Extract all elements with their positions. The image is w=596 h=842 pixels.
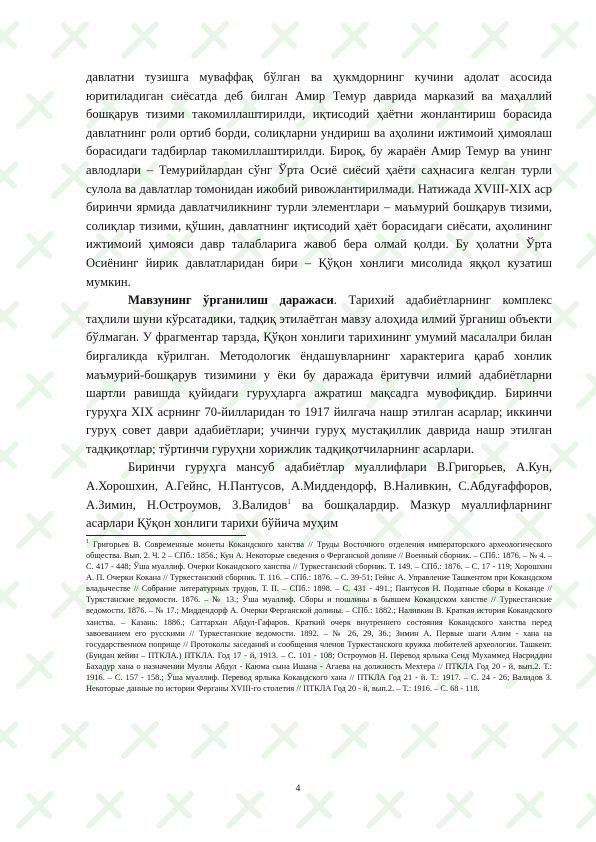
watermark-mark-58 <box>579 374 596 406</box>
watermark-mark-1 <box>54 24 86 56</box>
watermark-mark-81 <box>54 584 86 616</box>
watermark-mark-6 <box>404 24 436 56</box>
watermark-mark-60 <box>0 444 16 476</box>
watermark-mark-100 <box>0 724 16 756</box>
watermark-mark-4 <box>264 24 296 56</box>
watermark-mark-18 <box>579 94 596 126</box>
watermark-mark-113 <box>229 794 261 826</box>
watermark-mark-21 <box>54 164 86 196</box>
paragraph-2 <box>86 291 552 458</box>
watermark-mark-103 <box>194 724 226 756</box>
watermark-mark-30 <box>19 234 51 266</box>
watermark-mark-117 <box>509 794 541 826</box>
body-text <box>86 68 552 533</box>
paragraph-1 <box>86 68 552 291</box>
page-content <box>86 68 552 694</box>
watermark-mark-70 <box>19 514 51 546</box>
page-number: 4 <box>295 784 301 794</box>
watermark-mark-102 <box>124 724 156 756</box>
footnote-1-text: Григорьев В. Современные монеты Кокандского ханства // Труды Восточного отделения императорского археологического общества. Вып. 2. Ч. 2 – СПб.: 1856.; Кун А. Некоторые сведения о Ферганской долине // Военный сборник. – СПб.: 1876. – № 4. – С. 417 - 448; Ўша муаллиф. Очерки Кокандского ханства // Туркестанский сборник. Т. 149. – СПб.: 1876. – С. 17 - 119; Хорошхин А. П. Очерки Кокана // Туркестанский сборник. Т. 116. – СПб.: 1876. – С. 39-51; Гейнс А. Управление Ташкентом при Кокандском владычестве // Собрание литературных трудов, Т. II. – СПб.: 1898. – С. 431 - 491.; Пантусов Н. Податные сборы в Коканде // Туркстанские ведомости. 1876. – № 13.; Ўша муаллиф. Сборы и пошлины в бывшем Кокандском ханстве // Туркестанские ведомости. 1876. – № 17.; Миддендорф А. Очерки Ферганской долины. – СПб.: 1882.; Наливкин В. Краткая история Кокандского ханства. – Казань: 1886.; Саттархан Абдул-Гафаров. Краткий очерк внутреннего состояния Кокандского ханства перед завоеванием его русскими // Туркестанские ведомости. 1892. – № 26, 29, 36.; Зимин А. Первые шаги Алим - хана на государственном поприще // Протоколы заседаний и сообщения членов Туркестанского кружка любителей археологии. Ташкент. (Бундан кейин – ПТКЛА.) ПТКЛА. Год 17 - й, 1913. – С. 101 - 108; Остроумов Н. Перевод ярлыка Сеид Мухаммед Насриддин Бахадур хана о назначении Муллы Абдул - Каюма сына Ишана - Агаева на должность Мехтера // ПТКЛА Год 20 - й, вып.2. Т.: 1916. – С. 157 - 158.; Ўша муаллиф. Перевод ярлыка Кокандского хана // ПТКЛА Год 21 - й. Т.: 1917. – С. 24 - 26; Валидов З. Некоторые данные по истории Ферганы XVIII-го столетия // ПТКЛА Год 20 - й, вып.2. – Т.: 1916. – С. 68 - 118. <box>86 539 552 694</box>
watermark-mark-101 <box>54 724 86 756</box>
watermark-mark-2 <box>124 24 156 56</box>
watermark-mark-0 <box>0 24 16 56</box>
watermark-mark-118 <box>579 794 596 826</box>
watermark-mark-78 <box>579 514 596 546</box>
watermark-mark-7 <box>474 24 506 56</box>
watermark-mark-8 <box>544 24 576 56</box>
watermark-mark-106 <box>404 724 436 756</box>
footnote <box>86 539 552 694</box>
watermark-mark-111 <box>89 794 121 826</box>
section-heading-study-degree: Мавзунинг ўрганилиш даражаси <box>128 293 334 308</box>
paragraph-3-text: Биринчи гуруҳга мансуб адабиётлар муаллифлари В.Григорьев, А.Кун, А.Хорошхин, А.Гейнс, Н.Пантусов, А.Миддендорф, В.Наливкин, С.Абдуғаффоров, А.Зимин, Н.Остроумов, З.Валидов <box>86 460 552 512</box>
watermark-mark-40 <box>0 304 16 336</box>
watermark-mark-116 <box>439 794 471 826</box>
paragraph-3-text-after: ва бошқалардир. Мазкур муаллифларнинг асарлари Қўқон хонлиги тарихи бўйича муҳим <box>86 497 552 531</box>
watermark-mark-98 <box>579 654 596 686</box>
watermark-mark-80 <box>0 584 16 616</box>
watermark-mark-105 <box>334 724 366 756</box>
watermark-mark-104 <box>264 724 296 756</box>
watermark-mark-115 <box>369 794 401 826</box>
watermark-mark-112 <box>159 794 191 826</box>
watermark-mark-3 <box>194 24 226 56</box>
watermark-mark-41 <box>54 304 86 336</box>
watermark-mark-90 <box>19 654 51 686</box>
watermark-mark-50 <box>19 374 51 406</box>
watermark-mark-20 <box>0 164 16 196</box>
watermark-mark-38 <box>579 234 596 266</box>
paragraph-1-text: давлатни тузишга муваффақ бўлган ва ҳукмдорнинг кучини адолат асосида юритиладиган сиёсатда деб билган Амир Темур даврида марказий ва маҳаллий бошқарув тизими такомиллаштирилди, иқтисодий ҳаётни жонлантириш борасида давлатнинг роли ортиб борди, солиқларни ундириш ва аҳолини ижтимоий ҳимоялаш борасидаги тадбирлар такомиллаштирилди. Бироқ, бу жараён Амир Темур ва унинг авлодлари – Темурийлардан сўнг Ўрта Осиё сиёсий ҳаёти саҳнасига келган турли сулола ва давлатлар томонидан ижобий ривожлантирилмади. Натижада XVIII-XIX аср биринчи ярмида давлатчиликнинг турли элементлари – маъмурий бошқарув тизими, солиқлар тизими, қўшин, давлатнинг иқтисодий ҳаёт борасидаги сиёсати, аҳолининг ижтимоий ҳимояси давр талабларига жавоб бера олмай қолди. Бу ҳолатни Ўрта Осиёнинг йирик давлатларидан бири – Қўқон хонлиги мисолида яққол кузатиш мумкин. <box>86 70 552 289</box>
watermark-mark-110 <box>19 794 51 826</box>
watermark-mark-5 <box>334 24 366 56</box>
watermark-mark-61 <box>54 444 86 476</box>
paragraph-2-text: . Тарихий адабиётларнинг комплекс таҳлили шуни кўрсатадики, тадқиқ этилаётган мавзу алоҳида илмий ўрганиш объекти бўлмаган. У фрагментар тарзда, Қўқон хонлиги тарихининг умумий масалалри билан биргаликда кўрилган. Методологик ёндашувларнинг характерига қараб хонлик маъмурий-бошқарув тизимини у ёки бу даражада ёритувчи илмий адабиётларни шартли равишда қуйидаги гуруҳларга ажратиш мақсадга мувофиқдир. Биринчи гуруҳга XIX асрнинг 70-йилларидан то 1917 йилгача нашр этилган асарлар; иккинчи гуруҳ совет даври адабиётлари; учинчи гуруҳ мустақиллик даврида нашр этилган тадқиқотлар; тўртинчи гуруҳни хорижлик тадқиқотчиларнинг асарлари. <box>86 293 552 456</box>
footnote-1 <box>86 539 552 694</box>
footnote-separator <box>86 535 246 536</box>
footnote-reference[interactable]: 1 <box>287 497 291 506</box>
watermark-mark-108 <box>544 724 576 756</box>
watermark-mark-10 <box>19 94 51 126</box>
footnote-marker: 1 <box>86 539 89 546</box>
watermark-mark-107 <box>474 724 506 756</box>
paragraph-3 <box>86 458 552 532</box>
watermark-mark-114 <box>299 794 331 826</box>
